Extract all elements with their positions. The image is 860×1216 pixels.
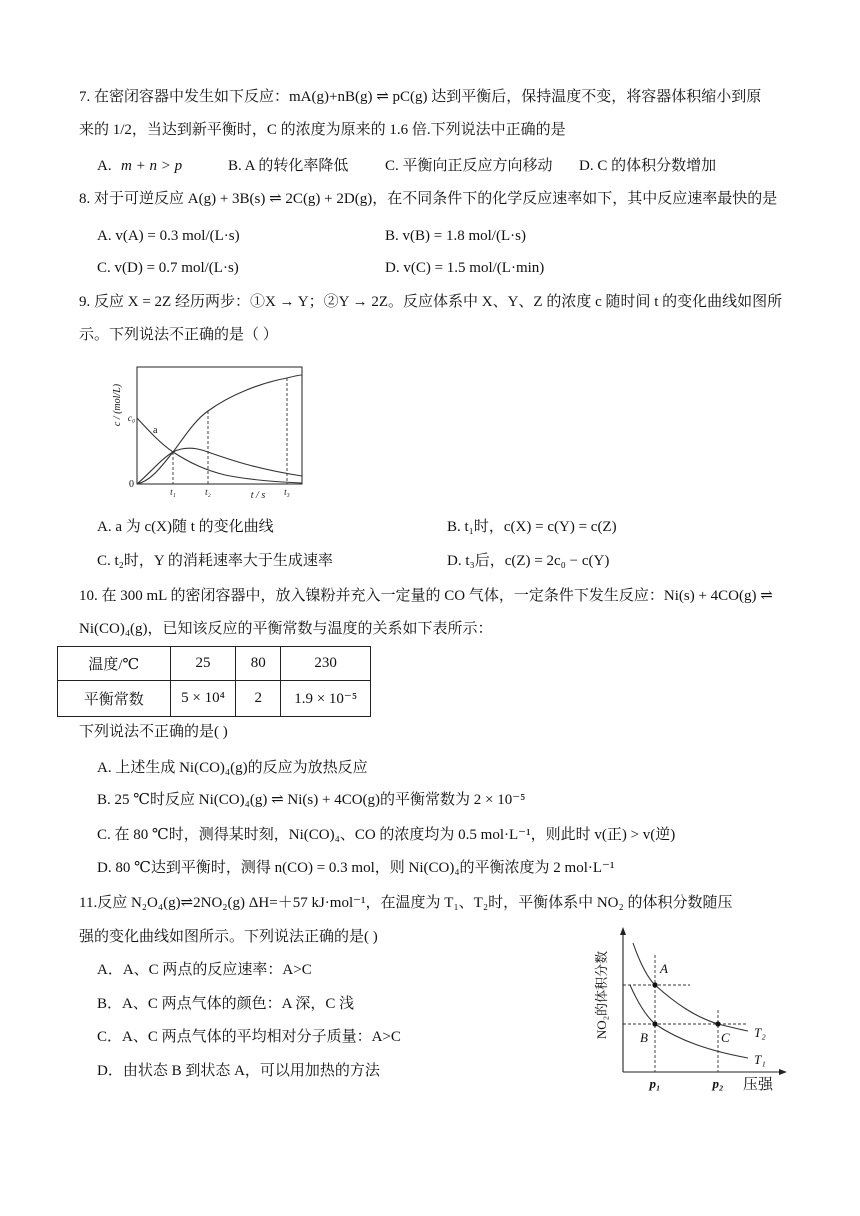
q11-option-b: B．A、C 两点气体的颜色：A 深，C 浅 <box>97 996 355 1012</box>
table-cell: 230 <box>281 647 371 681</box>
q7-option-b: B. A 的转化率降低 <box>228 158 349 174</box>
curve-t1 <box>630 985 748 1058</box>
q9-option-c: C. t₂时，Y 的消耗速率大于生成速率 <box>97 553 333 569</box>
y-axis-label: NO₂的体积分数 <box>594 950 609 1040</box>
q10-option-d: D. 80 ℃达到平衡时，测得 n(CO) = 0.3 mol，则 Ni(CO)₄的平衡浓度为 2 mol·L⁻¹ <box>97 860 615 876</box>
table-cell: 80 <box>236 647 281 681</box>
q11-stem-line-2: 强的变化曲线如图所示。下列说法正确的是( ) <box>79 929 378 945</box>
p2-label: p₂ <box>712 1076 724 1091</box>
q8-option-b: B. v(B) = 1.8 mol/(L·s) <box>385 228 526 244</box>
point-a <box>652 982 657 987</box>
q9-option-d: D. t₃后，c(Z) = 2c₀ − c(Y) <box>447 553 610 569</box>
point-a-label: A <box>660 961 668 976</box>
point-c-label: C <box>721 1030 730 1045</box>
q8-option-a: A. v(A) = 0.3 mol/(L·s) <box>97 228 240 244</box>
y-axis-arrow <box>620 927 626 935</box>
point-b-label: B <box>640 1030 648 1045</box>
q10-option-b: B. 25 ℃时反应 Ni(CO)₄(g) ⇌ Ni(s) + 4CO(g)的平衡常数为 2 × 10⁻⁵ <box>97 792 526 808</box>
q10-option-c: C. 在 80 ℃时，测得某时刻，Ni(CO)₄、CO 的浓度均为 0.5 mol·L⁻¹，则此时 v(正) > v(逆) <box>97 827 676 843</box>
table-cell: 平衡常数 <box>58 681 171 717</box>
concentration-time-figure <box>105 355 310 505</box>
t3-label: t₃ <box>284 487 290 497</box>
t2-label: t₂ <box>205 487 211 497</box>
q11-option-d: D．由状态 B 到状态 A，可以用加热的方法 <box>97 1063 380 1079</box>
point-c <box>715 1021 720 1026</box>
t2-curve-label: T₂ <box>754 1025 766 1040</box>
q10-option-a: A. 上述生成 Ni(CO)₄(g)的反应为放热反应 <box>97 760 368 776</box>
q10-prompt: 下列说法不正确的是( ) <box>79 724 228 740</box>
q7-option-d: D. C 的体积分数增加 <box>579 158 717 174</box>
q8-stem: 8. 对于可逆反应 A(g) + 3B(s) ⇌ 2C(g) + 2D(g)，在不同条件下的化学反应速率如下，其中反应速率最快的是 <box>79 191 778 207</box>
q10-stem-line-2: Ni(CO)₄(g)，已知该反应的平衡常数与温度的关系如下表所示： <box>79 621 493 637</box>
c0-label: c₀ <box>127 413 135 423</box>
q9-option-b: B. t₁时，c(X) = c(Y) = c(Z) <box>447 519 617 535</box>
curve-z <box>137 375 302 484</box>
table-cell: 5 × 10⁴ <box>170 681 236 717</box>
y-axis-label: c / (mol/L) <box>112 383 123 427</box>
curve-x <box>137 418 302 483</box>
q9-stem-line-2: 示。下列说法不正确的是（ ） <box>79 327 278 343</box>
q11-stem-line-1: 11.反应 N₂O₄(g)⇌2NO₂(g) ΔH=＋57 kJ·mol⁻¹，在温度为 T₁、T₂时，平衡体系中 NO₂ 的体积分数随压 <box>79 895 733 911</box>
equilibrium-constant-table <box>57 646 371 717</box>
table-cell: 温度/℃ <box>58 647 171 681</box>
table-row <box>58 681 371 717</box>
q7-option-a-formula: m + n > p <box>121 158 183 174</box>
x-axis-label: 压强 <box>743 1077 774 1093</box>
curve-a-label: a <box>153 425 158 436</box>
table-cell: 1.9 × 10⁻⁵ <box>281 681 371 717</box>
table-row <box>58 647 371 681</box>
origin-label: 0 <box>129 479 134 490</box>
q9-option-a: A. a 为 c(X)随 t 的变化曲线 <box>97 519 274 535</box>
table-cell: 2 <box>236 681 281 717</box>
q8-option-c: C. v(D) = 0.7 mol/(L·s) <box>97 260 239 276</box>
q11-option-a: A．A、C 两点的反应速率：A>C <box>97 962 312 978</box>
q11-option-c: C．A、C 两点气体的平均相对分子质量：A>C <box>97 1029 401 1045</box>
x-axis-arrow <box>779 1069 787 1075</box>
q7-option-c: C. 平衡向正反应方向移动 <box>385 158 553 174</box>
p1-label: p₁ <box>649 1076 661 1091</box>
x-axis-label: t / s <box>250 490 266 501</box>
no2-fraction-pressure-figure <box>590 925 790 1095</box>
q7-option-a-label: A. <box>97 158 112 174</box>
curve-t2 <box>633 943 748 1031</box>
q10-stem-line-1: 10. 在 300 mL 的密闭容器中，放入镍粉并充入一定量的 CO 气体，一定条件下发生反应：Ni(s) + 4CO(g) ⇌ <box>79 588 773 604</box>
q7-stem-line-1: 7. 在密闭容器中发生如下反应：mA(g)+nB(g) ⇌ pC(g) 达到平衡后，保持温度不变，将容器体积缩小到原 <box>79 89 762 105</box>
point-b <box>652 1021 657 1026</box>
table-cell: 25 <box>170 647 236 681</box>
t1-curve-label: T₁ <box>754 1052 766 1067</box>
q8-option-d: D. v(C) = 1.5 mol/(L·min) <box>385 260 545 276</box>
q9-stem-line-1: 9. 反应 X = 2Z 经历两步：①X → Y；②Y → 2Z。反应体系中 X、Y、Z 的浓度 c 随时间 t 的变化曲线如图所 <box>79 294 783 310</box>
t1-label: t₁ <box>170 487 176 497</box>
q7-stem-line-2: 来的 1/2，当达到新平衡时，C 的浓度为原来的 1.6 倍.下列说法中正确的是 <box>79 122 566 138</box>
